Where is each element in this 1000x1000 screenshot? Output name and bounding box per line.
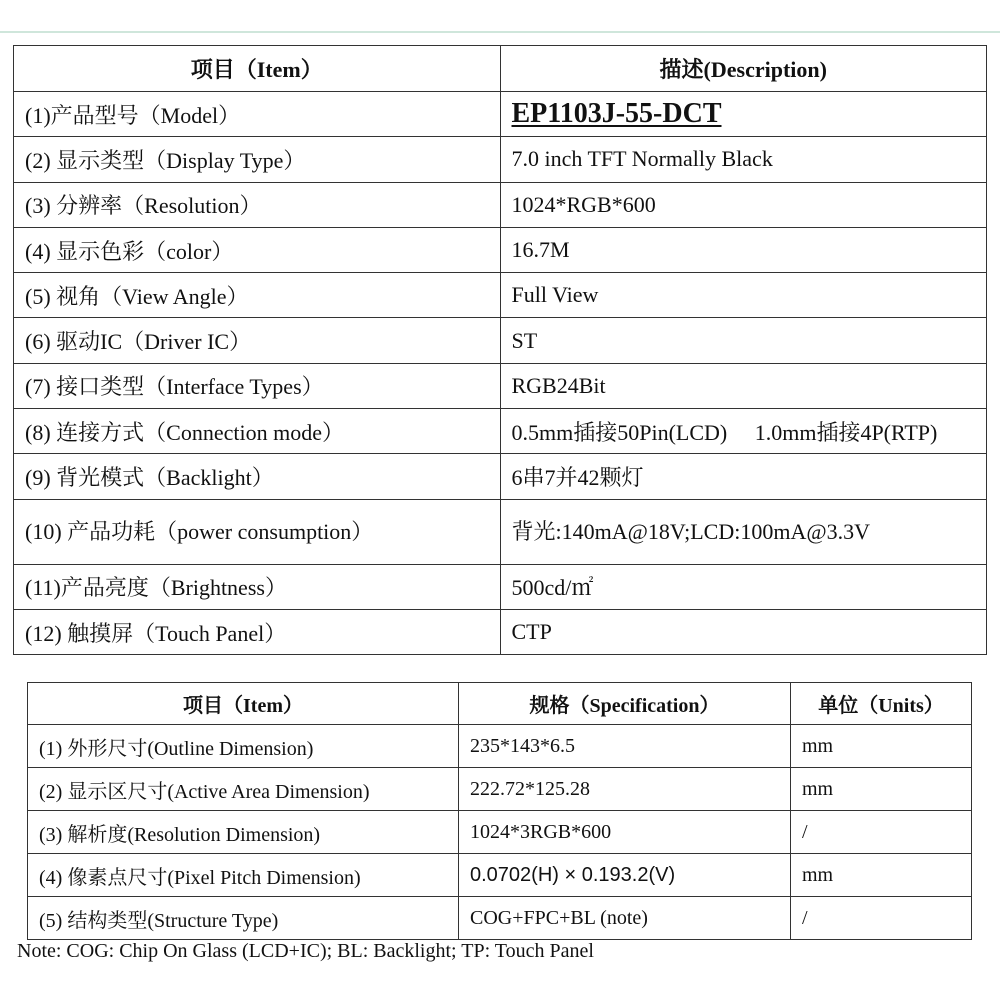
spec-item-value: 1024*RGB*600 (500, 182, 987, 227)
dimension-item-label: (1) 外形尺寸(Outline Dimension) (28, 725, 459, 768)
table-row (14, 137, 987, 182)
dimension-unit: mm (791, 725, 972, 768)
spec-header-description: 描述(Description) (500, 46, 987, 92)
spec-item-label: (7) 接口类型（Interface Types） (14, 363, 501, 408)
table-row (28, 897, 972, 940)
dimension-item-label: (2) 显示区尺寸(Active Area Dimension) (28, 768, 459, 811)
table-row (14, 409, 987, 454)
dimension-item-label: (5) 结构类型(Structure Type) (28, 897, 459, 940)
spec-item-label: (3) 分辨率（Resolution） (14, 182, 501, 227)
spec-item-label: (5) 视角（View Angle） (14, 273, 501, 318)
dimension-table (27, 682, 972, 940)
dimension-item-label: (4) 像素点尺寸(Pixel Pitch Dimension) (28, 854, 459, 897)
spec-table-header-row (14, 46, 987, 92)
dimension-unit: mm (791, 768, 972, 811)
dimension-spec-value: 222.72*125.28 (459, 768, 791, 811)
spec-item-value: RGB24Bit (500, 363, 987, 408)
spec-item-value: 6串7并42颗灯 (500, 454, 987, 499)
dimension-unit: / (791, 897, 972, 940)
footnote: Note: COG: Chip On Glass (LCD+IC); BL: Backlight; TP: Touch Panel (17, 940, 594, 962)
top-divider (0, 31, 1000, 33)
dimension-header-item: 项目（Item） (28, 683, 459, 725)
spec-item-label: (6) 驱动IC（Driver IC） (14, 318, 501, 363)
dimension-spec-value: 0.0702(H) × 0.193.2(V) (459, 854, 791, 897)
model-number: EP1103J-55-DCT (511, 98, 722, 130)
table-row (28, 854, 972, 897)
spec-item-value: Full View (500, 273, 987, 318)
table-row (14, 182, 987, 227)
dimension-header-specification: 规格（Specification） (459, 683, 791, 725)
spec-item-label: (10) 产品功耗（power consumption） (14, 499, 501, 564)
spec-item-value: 500cd/㎡ (500, 564, 987, 609)
table-row (14, 318, 987, 363)
table-row (14, 564, 987, 609)
spec-header-item: 项目（Item） (14, 46, 501, 92)
spec-item-value: CTP (500, 609, 987, 654)
table-row (14, 609, 987, 654)
spec-item-label: (8) 连接方式（Connection mode） (14, 409, 501, 454)
spec-item-label: (2) 显示类型（Display Type） (14, 137, 501, 182)
dimension-header-units: 单位（Units） (791, 683, 972, 725)
spec-item-value (500, 92, 987, 137)
table-row (14, 363, 987, 408)
table-row (28, 768, 972, 811)
spec-item-value: 背光:140mA@18V;LCD:100mA@3.3V (500, 499, 987, 564)
spec-item-label: (4) 显示色彩（color） (14, 227, 501, 272)
dimension-spec-value: 1024*3RGB*600 (459, 811, 791, 854)
spec-item-label: (11)产品亮度（Brightness） (14, 564, 501, 609)
table-row (28, 811, 972, 854)
spec-item-label: (1)产品型号（Model） (14, 92, 501, 137)
dimension-unit: / (791, 811, 972, 854)
spec-item-value: 0.5mm插接50Pin(LCD) 1.0mm插接4P(RTP) (500, 409, 987, 454)
dimension-unit: mm (791, 854, 972, 897)
dimension-table-header-row (28, 683, 972, 725)
spec-item-value: 16.7M (500, 227, 987, 272)
spec-item-label: (12) 触摸屏（Touch Panel） (14, 609, 501, 654)
spec-item-value: ST (500, 318, 987, 363)
dimension-spec-value: 235*143*6.5 (459, 725, 791, 768)
table-row (14, 273, 987, 318)
table-row (14, 454, 987, 499)
dimension-spec-value: COG+FPC+BL (note) (459, 897, 791, 940)
table-row (28, 725, 972, 768)
spec-table (13, 45, 987, 655)
dimension-item-label: (3) 解析度(Resolution Dimension) (28, 811, 459, 854)
spec-item-label: (9) 背光模式（Backlight） (14, 454, 501, 499)
table-row (14, 499, 987, 564)
spec-item-value: 7.0 inch TFT Normally Black (500, 137, 987, 182)
table-row (14, 92, 987, 137)
table-row (14, 227, 987, 272)
